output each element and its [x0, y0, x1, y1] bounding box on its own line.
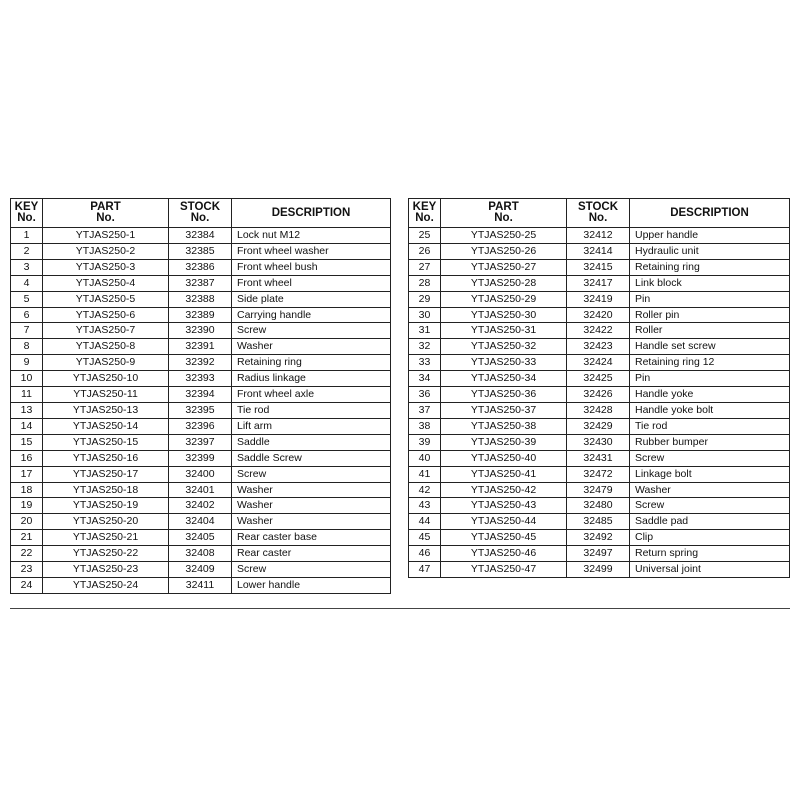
part-no-cell: YTJAS250-11	[43, 387, 169, 403]
part-no-cell: YTJAS250-43	[441, 498, 567, 514]
part-no-cell: YTJAS250-26	[441, 243, 567, 259]
stock-no-cell: 32397	[169, 434, 232, 450]
description-cell: Lock nut M12	[232, 228, 391, 244]
description-cell: Screw	[232, 562, 391, 578]
part-no-cell: YTJAS250-30	[441, 307, 567, 323]
part-no-cell: YTJAS250-47	[441, 562, 567, 578]
table-row	[11, 498, 391, 514]
stock-no-cell: 32497	[567, 546, 630, 562]
description-cell: Upper handle	[630, 228, 790, 244]
key-no-cell: 41	[409, 466, 441, 482]
table-row	[409, 450, 790, 466]
stock-no-cell: 32408	[169, 546, 232, 562]
description-cell: Washer	[232, 339, 391, 355]
key-no-cell: 38	[409, 418, 441, 434]
stock-no-cell: 32389	[169, 307, 232, 323]
stock-no-cell: 32399	[169, 450, 232, 466]
part-no-cell: YTJAS250-16	[43, 450, 169, 466]
stock-no-cell: 32417	[567, 275, 630, 291]
key-no-cell: 26	[409, 243, 441, 259]
description-cell: Front wheel washer	[232, 243, 391, 259]
table-row	[409, 514, 790, 530]
table-row	[409, 530, 790, 546]
part-no-cell: YTJAS250-22	[43, 546, 169, 562]
description-cell: Radius linkage	[232, 371, 391, 387]
description-cell: Screw	[630, 450, 790, 466]
table-row	[409, 339, 790, 355]
description-cell: Rubber bumper	[630, 434, 790, 450]
key-no-cell: 40	[409, 450, 441, 466]
part-no-cell: YTJAS250-28	[441, 275, 567, 291]
part-no-cell: YTJAS250-44	[441, 514, 567, 530]
table-row	[11, 546, 391, 562]
table-row	[409, 355, 790, 371]
stock-no-cell: 32472	[567, 466, 630, 482]
description-cell: Pin	[630, 371, 790, 387]
table-row	[409, 259, 790, 275]
key-no-cell: 39	[409, 434, 441, 450]
key-no-cell: 15	[11, 434, 43, 450]
stock-no-header: STOCK No.	[169, 199, 232, 228]
bottom-divider	[10, 608, 790, 609]
table-row	[11, 291, 391, 307]
part-no-cell: YTJAS250-25	[441, 228, 567, 244]
description-cell: Handle yoke	[630, 387, 790, 403]
part-no-cell: YTJAS250-7	[43, 323, 169, 339]
stock-no-cell: 32430	[567, 434, 630, 450]
part-no-cell: YTJAS250-32	[441, 339, 567, 355]
table-row	[409, 307, 790, 323]
table-row	[409, 434, 790, 450]
stock-no-cell: 32424	[567, 355, 630, 371]
stock-no-cell: 32396	[169, 418, 232, 434]
stock-no-cell: 32402	[169, 498, 232, 514]
part-no-cell: YTJAS250-8	[43, 339, 169, 355]
description-cell: Rear caster base	[232, 530, 391, 546]
key-no-cell: 45	[409, 530, 441, 546]
stock-no-cell: 32419	[567, 291, 630, 307]
key-no-cell: 5	[11, 291, 43, 307]
part-no-header: PART No.	[441, 199, 567, 228]
part-no-cell: YTJAS250-33	[441, 355, 567, 371]
description-cell: Saddle Screw	[232, 450, 391, 466]
description-cell: Linkage bolt	[630, 466, 790, 482]
stock-no-cell: 32409	[169, 562, 232, 578]
part-no-cell: YTJAS250-14	[43, 418, 169, 434]
table-row	[11, 530, 391, 546]
key-no-cell: 46	[409, 546, 441, 562]
part-no-cell: YTJAS250-3	[43, 259, 169, 275]
part-no-cell: YTJAS250-34	[441, 371, 567, 387]
part-no-cell: YTJAS250-21	[43, 530, 169, 546]
key-no-cell: 16	[11, 450, 43, 466]
key-no-cell: 19	[11, 498, 43, 514]
description-header: DESCRIPTION	[630, 199, 790, 228]
key-no-cell: 11	[11, 387, 43, 403]
description-cell: Washer	[630, 482, 790, 498]
table-row	[11, 339, 391, 355]
table-row	[11, 402, 391, 418]
table-row	[11, 387, 391, 403]
stock-no-cell: 32431	[567, 450, 630, 466]
table-row	[409, 466, 790, 482]
key-no-cell: 10	[11, 371, 43, 387]
key-no-cell: 14	[11, 418, 43, 434]
description-cell: Saddle pad	[630, 514, 790, 530]
stock-no-cell: 32386	[169, 259, 232, 275]
description-cell: Screw	[232, 466, 391, 482]
key-no-cell: 18	[11, 482, 43, 498]
part-no-cell: YTJAS250-38	[441, 418, 567, 434]
table-row	[11, 450, 391, 466]
key-no-cell: 29	[409, 291, 441, 307]
table-row	[409, 275, 790, 291]
description-cell: Retaining ring 12	[630, 355, 790, 371]
part-no-cell: YTJAS250-19	[43, 498, 169, 514]
table-header-row	[409, 199, 790, 228]
stock-no-cell: 32411	[169, 577, 232, 593]
description-cell: Front wheel bush	[232, 259, 391, 275]
key-no-cell: 3	[11, 259, 43, 275]
stock-no-cell: 32412	[567, 228, 630, 244]
parts-table-left-body	[11, 228, 391, 594]
part-no-cell: YTJAS250-18	[43, 482, 169, 498]
stock-no-cell: 32391	[169, 339, 232, 355]
stock-no-cell: 32405	[169, 530, 232, 546]
stock-no-cell: 32387	[169, 275, 232, 291]
table-row	[409, 546, 790, 562]
key-no-cell: 2	[11, 243, 43, 259]
stock-no-cell: 32426	[567, 387, 630, 403]
stock-no-cell: 32394	[169, 387, 232, 403]
key-no-cell: 32	[409, 339, 441, 355]
description-cell: Carrying handle	[232, 307, 391, 323]
description-cell: Screw	[232, 323, 391, 339]
key-no-cell: 30	[409, 307, 441, 323]
description-cell: Roller pin	[630, 307, 790, 323]
description-cell: Rear caster	[232, 546, 391, 562]
description-cell: Pin	[630, 291, 790, 307]
description-cell: Hydraulic unit	[630, 243, 790, 259]
stock-no-cell: 32485	[567, 514, 630, 530]
description-cell: Side plate	[232, 291, 391, 307]
table-row	[11, 577, 391, 593]
description-cell: Washer	[232, 498, 391, 514]
description-cell: Universal joint	[630, 562, 790, 578]
parts-table-left	[10, 198, 391, 594]
part-no-cell: YTJAS250-13	[43, 402, 169, 418]
key-no-cell: 43	[409, 498, 441, 514]
description-cell: Front wheel	[232, 275, 391, 291]
part-no-cell: YTJAS250-37	[441, 402, 567, 418]
parts-table-right	[408, 198, 790, 578]
key-no-cell: 44	[409, 514, 441, 530]
key-no-header: KEY No.	[11, 199, 43, 228]
key-no-header: KEY No.	[409, 199, 441, 228]
table-row	[11, 307, 391, 323]
stock-no-cell: 32428	[567, 402, 630, 418]
stock-no-cell: 32422	[567, 323, 630, 339]
table-row	[11, 259, 391, 275]
stock-no-cell: 32499	[567, 562, 630, 578]
part-no-cell: YTJAS250-5	[43, 291, 169, 307]
key-no-cell: 7	[11, 323, 43, 339]
description-cell: Lift arm	[232, 418, 391, 434]
stock-no-cell: 32414	[567, 243, 630, 259]
description-cell: Retaining ring	[232, 355, 391, 371]
table-row	[11, 228, 391, 244]
table-row	[409, 323, 790, 339]
table-row	[11, 562, 391, 578]
stock-no-cell: 32404	[169, 514, 232, 530]
key-no-cell: 27	[409, 259, 441, 275]
stock-no-header: STOCK No.	[567, 199, 630, 228]
description-cell: Lower handle	[232, 577, 391, 593]
key-no-cell: 47	[409, 562, 441, 578]
description-cell: Front wheel axle	[232, 387, 391, 403]
key-no-cell: 9	[11, 355, 43, 371]
key-no-cell: 37	[409, 402, 441, 418]
parts-table-right-body	[409, 228, 790, 578]
key-no-cell: 8	[11, 339, 43, 355]
part-no-cell: YTJAS250-20	[43, 514, 169, 530]
key-no-cell: 31	[409, 323, 441, 339]
table-row	[409, 291, 790, 307]
description-cell: Clip	[630, 530, 790, 546]
part-no-cell: YTJAS250-41	[441, 466, 567, 482]
table-row	[11, 275, 391, 291]
stock-no-cell: 32425	[567, 371, 630, 387]
part-no-cell: YTJAS250-36	[441, 387, 567, 403]
table-row	[409, 418, 790, 434]
part-no-cell: YTJAS250-27	[441, 259, 567, 275]
part-no-cell: YTJAS250-40	[441, 450, 567, 466]
key-no-cell: 23	[11, 562, 43, 578]
table-row	[11, 371, 391, 387]
description-cell: Link block	[630, 275, 790, 291]
table-row	[409, 498, 790, 514]
key-no-cell: 24	[11, 577, 43, 593]
key-no-cell: 20	[11, 514, 43, 530]
table-row	[409, 482, 790, 498]
table-row	[409, 387, 790, 403]
table-row	[11, 482, 391, 498]
part-no-cell: YTJAS250-42	[441, 482, 567, 498]
description-cell: Roller	[630, 323, 790, 339]
stock-no-cell: 32393	[169, 371, 232, 387]
key-no-cell: 42	[409, 482, 441, 498]
description-cell: Screw	[630, 498, 790, 514]
table-header-row	[11, 199, 391, 228]
key-no-cell: 25	[409, 228, 441, 244]
key-no-cell: 21	[11, 530, 43, 546]
part-no-cell: YTJAS250-15	[43, 434, 169, 450]
part-no-cell: YTJAS250-23	[43, 562, 169, 578]
description-cell: Washer	[232, 482, 391, 498]
table-row	[409, 371, 790, 387]
key-no-cell: 22	[11, 546, 43, 562]
key-no-cell: 4	[11, 275, 43, 291]
part-no-cell: YTJAS250-10	[43, 371, 169, 387]
part-no-cell: YTJAS250-29	[441, 291, 567, 307]
part-no-cell: YTJAS250-24	[43, 577, 169, 593]
table-row	[11, 323, 391, 339]
part-no-cell: YTJAS250-31	[441, 323, 567, 339]
key-no-cell: 34	[409, 371, 441, 387]
stock-no-cell: 32480	[567, 498, 630, 514]
table-row	[11, 434, 391, 450]
key-no-cell: 17	[11, 466, 43, 482]
description-cell: Retaining ring	[630, 259, 790, 275]
description-header: DESCRIPTION	[232, 199, 391, 228]
description-cell: Handle yoke bolt	[630, 402, 790, 418]
stock-no-cell: 32385	[169, 243, 232, 259]
stock-no-cell: 32492	[567, 530, 630, 546]
key-no-cell: 36	[409, 387, 441, 403]
table-row	[409, 243, 790, 259]
stock-no-cell: 32395	[169, 402, 232, 418]
key-no-cell: 1	[11, 228, 43, 244]
stock-no-cell: 32423	[567, 339, 630, 355]
part-no-cell: YTJAS250-45	[441, 530, 567, 546]
stock-no-cell: 32479	[567, 482, 630, 498]
key-no-cell: 33	[409, 355, 441, 371]
table-row	[11, 466, 391, 482]
description-cell: Return spring	[630, 546, 790, 562]
part-no-cell: YTJAS250-4	[43, 275, 169, 291]
stock-no-cell: 32390	[169, 323, 232, 339]
table-row	[409, 562, 790, 578]
table-row	[409, 228, 790, 244]
description-cell: Handle set screw	[630, 339, 790, 355]
stock-no-cell: 32401	[169, 482, 232, 498]
table-row	[11, 355, 391, 371]
stock-no-cell: 32415	[567, 259, 630, 275]
part-no-cell: YTJAS250-2	[43, 243, 169, 259]
part-no-header: PART No.	[43, 199, 169, 228]
part-no-cell: YTJAS250-6	[43, 307, 169, 323]
key-no-cell: 13	[11, 402, 43, 418]
stock-no-cell: 32392	[169, 355, 232, 371]
part-no-cell: YTJAS250-39	[441, 434, 567, 450]
table-row	[11, 243, 391, 259]
key-no-cell: 28	[409, 275, 441, 291]
stock-no-cell: 32420	[567, 307, 630, 323]
description-cell: Washer	[232, 514, 391, 530]
key-no-cell: 6	[11, 307, 43, 323]
stock-no-cell: 32429	[567, 418, 630, 434]
stock-no-cell: 32384	[169, 228, 232, 244]
part-no-cell: YTJAS250-1	[43, 228, 169, 244]
part-no-cell: YTJAS250-9	[43, 355, 169, 371]
stock-no-cell: 32388	[169, 291, 232, 307]
description-cell: Tie rod	[630, 418, 790, 434]
table-row	[409, 402, 790, 418]
table-row	[11, 514, 391, 530]
description-cell: Saddle	[232, 434, 391, 450]
part-no-cell: YTJAS250-46	[441, 546, 567, 562]
description-cell: Tie rod	[232, 402, 391, 418]
part-no-cell: YTJAS250-17	[43, 466, 169, 482]
stock-no-cell: 32400	[169, 466, 232, 482]
table-row	[11, 418, 391, 434]
